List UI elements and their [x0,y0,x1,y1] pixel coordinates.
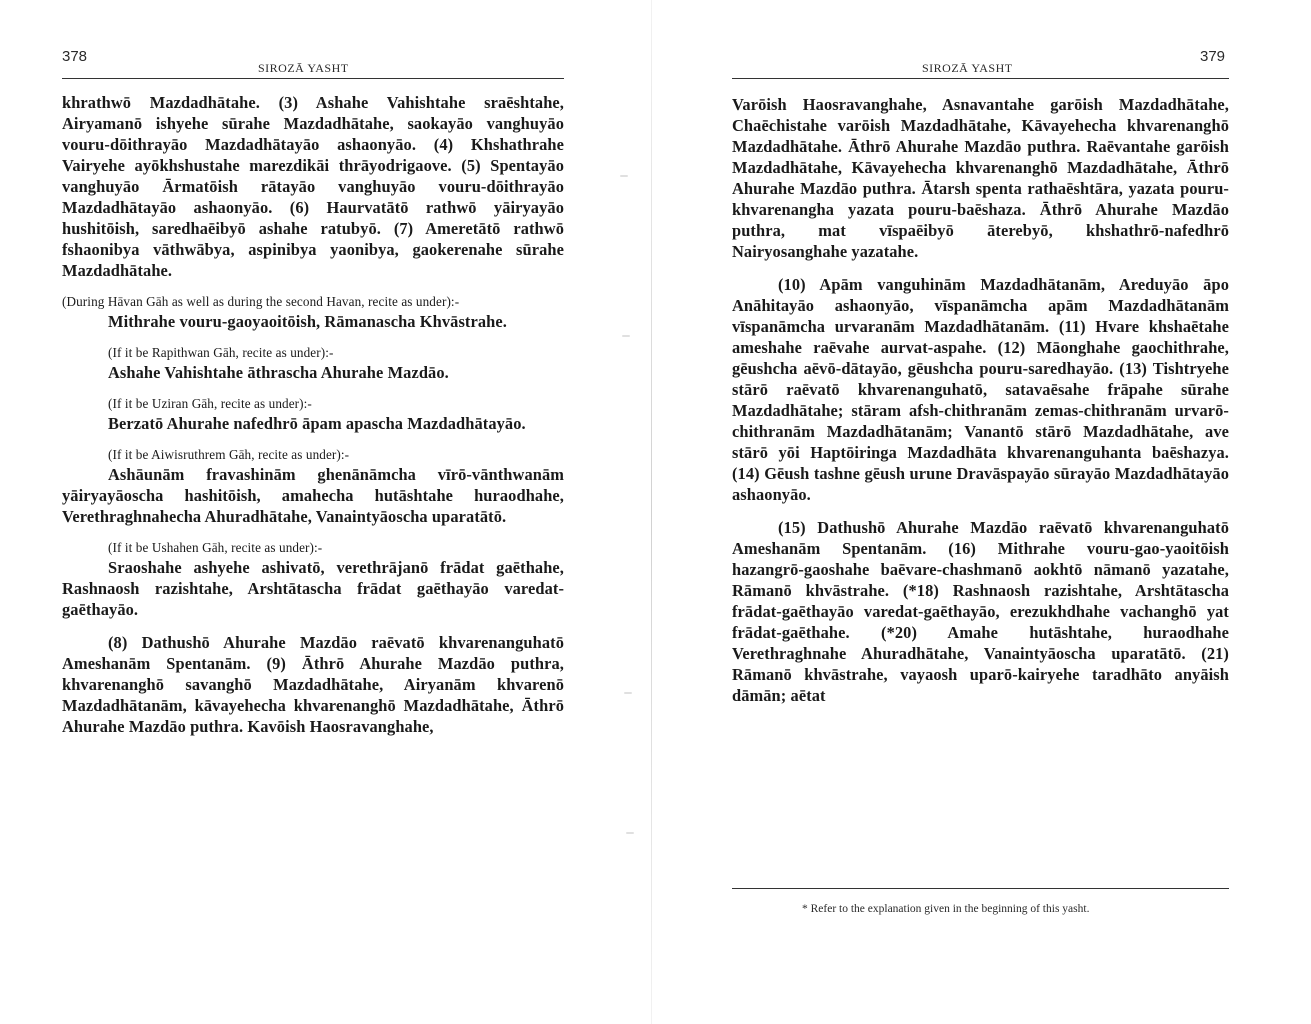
running-head-left: SIROZĀ YASHT [258,61,349,75]
scan-speck [626,832,634,834]
page-number-right: 379 [1200,48,1226,65]
recitation-text: Berzatō Ahurahe nafedhrō āpam apascha Mazdadhātayāo. [108,414,526,433]
recitation-text: Mithrahe vouru-gaoyaoitōish, Rāmanascha Khvāstrahe. [108,312,507,331]
paragraph: (15) Dathushō Ahurahe Mazdāo raēvatō khvarenanguhatō Ameshanām Spentanām. (16) Mithrahe vouru-gao-yaoitōish hazangrō-gaoshahe baēvare-chashmanō aokhtō nāmanō yazatahe, Rāmanō khvāstrahe. (*18) Rashnaosh razishtahe, Arshtātascha frādat-gaēthayāo varedat-gaēthayāo, erezukhdhahe vachanghō yat frādat-gaēthahe. (*20) Amahe hutāshtahe, huraodhahe Verethraghnahe Ahuradhātahe, Vanaintyāoscha uparatātō. (21) Rāmanō khvāstrahe, vayaosh uparō-kairyehe taradhāto anyāish dāmān; aētat [732,518,1229,705]
paragraph: (10) Apām vanguhinām Mazdadhātanām, Areduyāo āpo Anāhitayāo ashaonyāo, vīspanāmcha apām Mazdadhātanām vīspanāmcha urvaranām Mazdadhātanām. (11) Hvare khshaētahe ameshahe raēvahe aurvat-aspahe. (12) Māonghahe gaochithrahe, gēushcha aēvō-dātayāo, gēushcha pouru-saredhayāo. (13) Tishtryehe stārō raēvatō khvarenanguhatō, satavaēsahe frāpahe sūrahe Mazdadhātahe; stāram afsh-chithranām zemas-chithranām urvarō-chithranām Mazdadhātanām; Vanantō stārō Mazdadhātahe, ave stārō yōi Haptōiringa Mazdadhāta khvarenanguhanta baēshazya. (14) Gēush tashne gēush urune Dravāspayāo sūrayāo Mazdadhātayāo ashaonyāo. [732,275,1229,504]
footnote-rule [732,888,1229,889]
scan-speck [622,335,630,337]
instruction-text: (If it be Aiwisruthrem Gāh, recite as under):- [108,447,350,462]
instruction-text: (If it be Uziran Gāh, recite as under):- [108,396,312,411]
scan-speck [620,175,628,177]
left-body-text [62,92,564,747]
instruction-text: (During Hāvan Gāh as well as during the second Havan, recite as under):- [62,294,460,309]
right-body-text [732,94,1229,716]
paragraph: khrathwō Mazdadhātahe. (3) Ashahe Vahishtahe sraēshtahe, Airyamanō ishyehe sūrahe Mazdadhātahe, saokayāo vanghuyāo vouru-dōithrayāo Mazdadhātayāo ashaonyāo. (4) Khshathrahe Vairyehe ayōkhshustahe marezdikāi thrāyodrigaove. (5) Spentayāo vanghuyāo Ārmatōish rātayāo vanghuyāo vouru-dōithrayāo Mazdadhātayāo ashaonyāo. (6) Haurvatātō rathwō yāiryayāo hushitōish, saredhaēibyō ashahe ratubyō. (7) Ameretātō rathwō fshaonibya vāthwābya, aspinibya yaonibya, gaokerenahe sūrahe Mazdadhātahe. [62,93,564,280]
footnote: * Refer to the explanation given in the beginning of this yasht. [802,903,1090,915]
instruction-text: (If it be Ushahen Gāh, recite as under):- [108,540,323,555]
paragraph: Varōish Haosravanghahe, Asnavantahe garōish Mazdadhātahe, Chaēchistahe varōish Mazdadhātahe, Kāvayehecha khvarenanghō Mazdadhātahe. Āthrō Ahurahe Mazdāo puthra. Raēvantahe garōish Mazdadhātahe, Kāvayehecha khvarenanghō Mazdadhātahe, Āthrō Ahurahe Mazdāo puthra. Ātarsh spenta rathaēshtāra, yazata pouru-khvarenangha yazata pouru-baēshaza. Āthrō Ahurahe Mazdāo puthra, mat vīspaēibyō āterebyō, khshathrō-nafedhrō Nairyosanghahe yazatahe. [732,95,1229,261]
header-rule-right [732,78,1229,79]
instruction-text: (If it be Rapithwan Gāh, recite as under):- [108,345,334,360]
left-page [0,0,651,1024]
header-rule-left [62,78,564,79]
recitation-text: Ashahe Vahishtahe āthrascha Ahurahe Mazdāo. [108,363,449,382]
page-number-left: 378 [62,48,88,65]
scan-speck [624,692,632,694]
running-head-right: SIROZĀ YASHT [922,61,1013,75]
recitation-text: Sraoshahe ashyehe ashivatō, verethrājanō frādat gaēthahe, Rashnaosh razishtahe, Arshtātascha frādat gaēthayāo varedat-gaēthayāo. [62,558,564,619]
right-page [652,0,1311,1024]
recitation-text: Ashāunām fravashinām ghenānāmcha vīrō-vānthwanām yāiryayāoscha hashitōish, amahecha hutāshtahe huraodhahe, Verethraghnahecha Ahuradhātahe, Vanaintyāoscha uparatātō. [62,465,564,526]
paragraph: (8) Dathushō Ahurahe Mazdāo raēvatō khvarenanguhatō Ameshanām Spentanām. (9) Āthrō Ahurahe Mazdāo puthra, khvarenanghō savanghō Mazdadhātahe, Airyanām khvarenō Mazdadhātanām, kāvayehecha khvarenanghō Mazdadhātahe, Āthrō Ahurahe Mazdāo puthra. Kavōish Haosravanghahe, [62,633,564,736]
